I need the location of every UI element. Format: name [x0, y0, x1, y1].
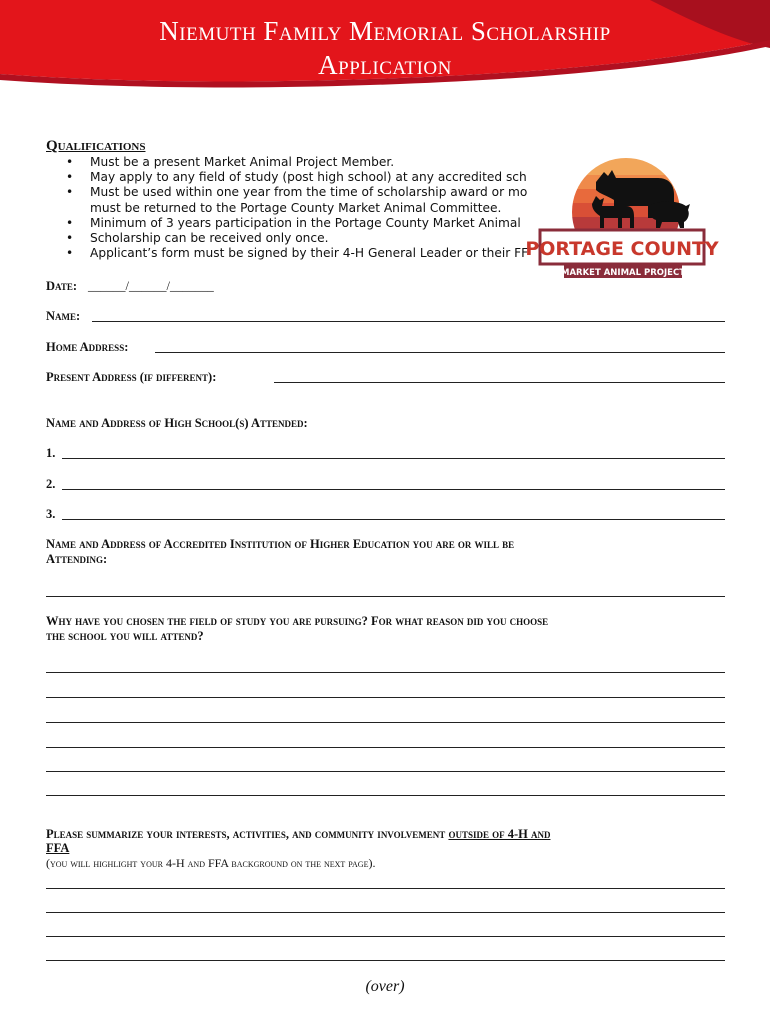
- why-answer-line[interactable]: [46, 795, 725, 796]
- logo-name: PORTAGE COUNTY: [525, 238, 719, 260]
- why-question-line-1: Why have you chosen the field of study you are pursuing? For what reason did you choose: [46, 614, 549, 628]
- portage-county-logo: [525, 160, 719, 282]
- why-answer-line[interactable]: [46, 722, 725, 723]
- summarize-answer-line[interactable]: [46, 936, 725, 937]
- qualification-item: • Must be a present Market Animal Project Member.: [90, 155, 538, 170]
- why-question-line-2: the school you will attend?: [46, 629, 204, 643]
- over-note: (over): [365, 978, 405, 995]
- high-school-2-field[interactable]: [62, 489, 725, 490]
- qualifications-list: [90, 155, 538, 261]
- summarize-note: (you will highlight your 4-H and FFA background on the next page).: [46, 856, 376, 870]
- qualification-item: • Applicant’s form must be signed by their 4-H General Leader or their FF: [90, 246, 538, 261]
- summarize-question-line-2: FFA: [46, 841, 70, 855]
- high-school-1-field[interactable]: [62, 458, 725, 459]
- institution-heading-line-2: Attending:: [46, 552, 108, 566]
- name-field[interactable]: [92, 321, 725, 322]
- why-answer-line[interactable]: [46, 672, 725, 673]
- qualification-item: • Scholarship can be received only once.: [90, 231, 538, 246]
- logo-graphic: [525, 160, 719, 282]
- title-line-1: Niemuth Family Memorial Scholarship: [159, 16, 611, 46]
- page-title: [0, 14, 770, 82]
- summarize-answer-line[interactable]: [46, 888, 725, 889]
- name-label: Name:: [46, 309, 81, 323]
- high-school-3-label: 3.: [46, 507, 56, 521]
- home-address-label: Home Address:: [46, 340, 129, 354]
- qualification-item: • May apply to any field of study (post high school) at any accredited sch: [90, 170, 538, 185]
- why-answer-line[interactable]: [46, 697, 725, 698]
- summarize-text: Please summarize your interests, activities, and community involvement: [46, 827, 449, 841]
- summarize-answer-line[interactable]: [46, 960, 725, 961]
- high-school-3-field[interactable]: [62, 519, 725, 520]
- summarize-question-line-1: [46, 827, 550, 842]
- date-label: Date:: [46, 279, 78, 293]
- qualification-item-continued: must be returned to the Portage County Market Animal Committee.: [90, 200, 502, 215]
- high-school-heading: Name and Address of High School(s) Attended:: [46, 416, 308, 430]
- qualification-item: • Must be used within one year from the time of scholarship award or mo: [90, 185, 538, 200]
- present-address-field[interactable]: [274, 382, 725, 383]
- high-school-2-label: 2.: [46, 477, 56, 491]
- qualifications-heading: Qualifications: [46, 138, 146, 154]
- logo-tagline: MARKET ANIMAL PROJECT: [560, 268, 686, 278]
- title-line-2: Application: [318, 50, 452, 80]
- qualification-item: • Minimum of 3 years participation in the Portage County Market Animal: [90, 216, 538, 231]
- summarize-emphasis: outside of 4-H and: [448, 827, 551, 841]
- institution-field[interactable]: [46, 596, 725, 597]
- date-field[interactable]: ______/______/_______: [88, 279, 214, 293]
- institution-heading-line-1: Name and Address of Accredited Institution of Higher Education you are or will be: [46, 537, 515, 551]
- why-answer-line[interactable]: [46, 747, 725, 748]
- present-address-label: Present Address (if different):: [46, 370, 217, 384]
- summarize-answer-line[interactable]: [46, 912, 725, 913]
- home-address-field[interactable]: [155, 352, 725, 353]
- high-school-1-label: 1.: [46, 446, 56, 460]
- why-answer-line[interactable]: [46, 771, 725, 772]
